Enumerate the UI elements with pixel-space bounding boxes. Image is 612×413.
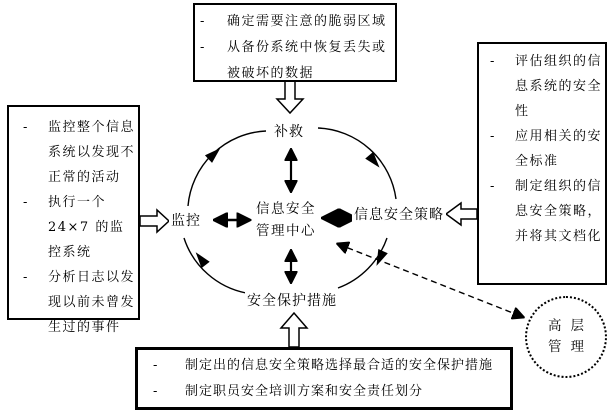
list-item xyxy=(479,124,605,174)
arrowhead xyxy=(373,250,387,266)
list-item xyxy=(138,379,510,405)
left-box-hollow-arrow xyxy=(140,210,169,232)
list-item-text: 应用相关的安全标准 xyxy=(515,129,603,169)
remediation-tasks-box xyxy=(193,3,397,82)
bullet-dash: - xyxy=(23,120,29,135)
bullet-dash: - xyxy=(23,195,29,210)
hub-node-security-management-center xyxy=(253,198,319,242)
bullet-dash: - xyxy=(490,129,496,144)
protection-node: 安全保护措施 xyxy=(245,290,339,310)
list-item xyxy=(9,190,138,265)
arrowhead xyxy=(366,153,382,170)
bullet-dash: - xyxy=(490,54,496,69)
senior-management-circle xyxy=(525,296,607,378)
list-item-text: 评估组织的信息系统的安全性 xyxy=(515,54,603,119)
bullet-dash: - xyxy=(200,14,206,29)
list-item-text: 制定出的信息安全策略选择最合适的安全保护措施 xyxy=(185,358,494,373)
bullet-dash: - xyxy=(153,358,159,373)
bottom-box-hollow-arrow xyxy=(281,313,307,347)
list-item xyxy=(479,174,605,249)
list-item xyxy=(479,49,605,124)
list-item xyxy=(9,115,138,190)
management-line-2: 管理 xyxy=(548,339,593,355)
monitoring-node: 监控 xyxy=(169,210,203,230)
management-line-1: 高层 xyxy=(548,318,593,334)
monitoring-tasks-box xyxy=(7,105,140,335)
cycle-arc-monitoring-to-remediation xyxy=(188,131,266,206)
remediation-node: 补救 xyxy=(272,121,306,141)
list-item-text: 执行一个 24×7 的监控系统 xyxy=(48,195,125,260)
hub-line-1: 信息安全 xyxy=(256,201,316,217)
list-item-text: 分析日志以发现以前未曾发生过的事件 xyxy=(48,270,136,335)
policy-node: 信息安全策略 xyxy=(352,204,446,224)
cycle-arc-policy-to-protection xyxy=(338,238,387,288)
bullet-dash: - xyxy=(490,179,496,194)
protection-tasks-box xyxy=(135,347,513,410)
cycle-arc-protection-to-monitoring xyxy=(184,238,246,293)
bullet-dash: - xyxy=(200,40,206,55)
policy-tasks-box xyxy=(477,42,607,285)
list-item-text: 监控整个信息系统以发现不正常的活动 xyxy=(48,120,136,185)
bullet-dash: - xyxy=(23,270,29,285)
list-item-text: 确定需要注意的脆弱区域 xyxy=(227,14,387,29)
list-item xyxy=(138,353,510,379)
right-box-hollow-arrow xyxy=(446,203,477,225)
list-item xyxy=(9,265,138,340)
list-item-text: 从备份系统中恢复丢失或被破坏的数据 xyxy=(227,40,387,81)
cycle-arc-remediation-to-policy xyxy=(318,128,396,199)
list-item xyxy=(195,35,395,87)
list-item xyxy=(195,9,395,35)
list-item-text: 制定职员安全培训方案和安全责任划分 xyxy=(185,384,424,399)
arrowhead xyxy=(193,251,209,268)
hub-line-2: 管理中心 xyxy=(256,223,316,239)
list-item-text: 制定组织的信息安全策略，并将其文档化 xyxy=(515,179,603,244)
bullet-dash: - xyxy=(153,384,159,399)
